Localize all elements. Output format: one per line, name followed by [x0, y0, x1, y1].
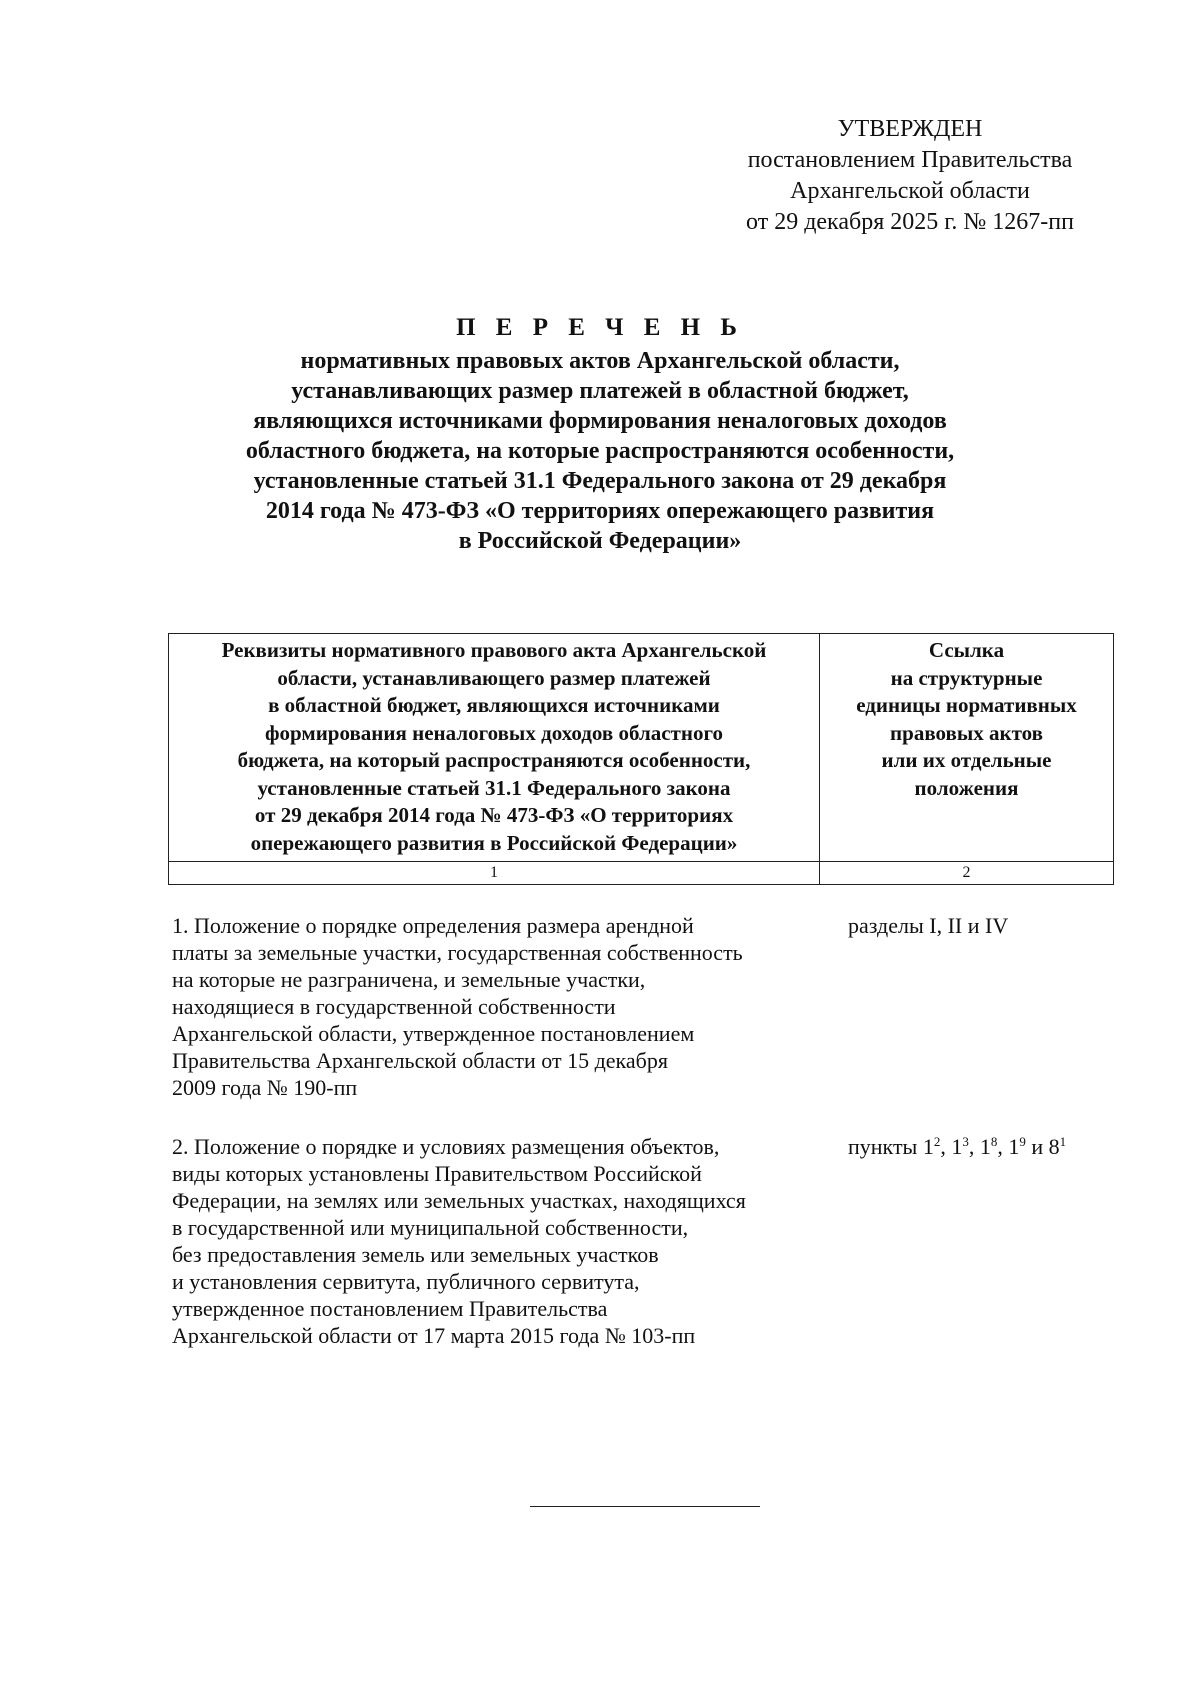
separator: , [940, 1134, 952, 1159]
heading-line: 2014 года № 473-ФЗ «О территориях опережающего развития [265, 498, 935, 524]
header-cell-reference [820, 634, 1114, 862]
separator: , [968, 1134, 980, 1159]
document-text-line: Архангельской области, утвержденное постановлением [172, 1021, 695, 1046]
list-item-2-reference [848, 1133, 1108, 1160]
document-text-line: находящиеся в государственной собственности [172, 994, 616, 1019]
approval-date-number: от 29 декабря 2025 г. № 1267-пп [746, 209, 1074, 235]
point-number: 1 [979, 1134, 991, 1159]
document-text-line: 2009 года № 190-пп [172, 1075, 358, 1100]
table-number-row [169, 862, 1114, 885]
column-number-1: 1 [169, 862, 820, 885]
point-number: 8 [1048, 1134, 1060, 1159]
heading-line: являющихся источниками формирования неналоговых доходов [253, 408, 947, 434]
header-text-line: области, устанавливающего размер платежей [277, 665, 711, 690]
document-text-line: платы за земельные участки, государственная собственность [172, 940, 743, 965]
approval-line: Архангельской области [790, 178, 1030, 204]
table-header-row [169, 634, 1114, 862]
point-superscript: 1 [1059, 1134, 1067, 1149]
header-text-line: положения [914, 775, 1019, 800]
header-text-line: Реквизиты нормативного правового акта Архангельской [221, 638, 767, 662]
document-text-line: без предоставления земель или земельных участков [172, 1242, 659, 1267]
header-text-line: Ссылка [928, 638, 1005, 662]
heading-line: в Российской Федерации» [458, 528, 742, 554]
heading-line: нормативных правовых актов Архангельской области, [300, 348, 900, 374]
document-text-line: Архангельской области от 17 марта 2015 года № 103-пп [172, 1323, 696, 1348]
heading-line: установленные статьей 31.1 Федерального закона от 29 декабря [253, 468, 947, 494]
column-number-2: 2 [820, 862, 1114, 885]
point-number: 1 [951, 1134, 963, 1159]
document-text-line: Федерации, на землях или земельных участках, находящихся [172, 1188, 746, 1213]
header-text-line: от 29 декабря 2014 года № 473-ФЗ «О территориях [254, 803, 734, 827]
point-superscript: 9 [1019, 1134, 1026, 1149]
reference-text: разделы I, II и IV [848, 913, 1009, 938]
approval-line: постановлением Правительства [747, 147, 1073, 173]
document-text-line: 1. Положение о порядке определения размера арендной [172, 913, 694, 938]
approval-status: УТВЕРЖДЕН [837, 116, 983, 142]
document-text-line: и установления сервитута, публичного сервитута, [172, 1269, 640, 1294]
reference-text [848, 1133, 1108, 1160]
header-text-line: опережающего развития в Российской Федерации» [250, 830, 738, 855]
document-title: П Е Р Е Ч Е Н Ь [456, 314, 744, 341]
list-item-1-reference [848, 912, 1108, 939]
document-text-line: на которые не разграничена, и земельные участки, [172, 967, 646, 992]
document-text-line: 2. Положение о порядке и условиях размещения объектов, [172, 1134, 720, 1159]
document-heading [150, 310, 1050, 556]
document-text-line: виды которых установлены Правительством Российской [172, 1161, 702, 1186]
header-cell-act-details [169, 634, 820, 862]
header-text-line: формирования неналоговых доходов областного [265, 720, 723, 745]
point-superscript: 3 [962, 1134, 969, 1149]
document-text-line: утвержденное постановлением Правительства [172, 1296, 608, 1321]
list-item-1-document [172, 912, 812, 1101]
list-item-2-document [172, 1133, 812, 1349]
header-text-line: на структурные [890, 665, 1043, 690]
closing-divider [530, 1506, 760, 1507]
header-text-line: единицы нормативных [856, 693, 1077, 717]
heading-line: устанавливающих размер платежей в областной бюджет, [291, 378, 909, 404]
list-table-header [168, 633, 1114, 885]
approval-stamp [700, 114, 1120, 238]
point-number: 1 [1008, 1134, 1020, 1159]
separator: , [997, 1134, 1009, 1159]
header-text-line: в областной бюджет, являющихся источниками [268, 693, 720, 717]
point-number: 1 [922, 1134, 934, 1159]
point-superscript: 8 [990, 1134, 998, 1149]
header-text-line: правовых актов [890, 720, 1043, 745]
document-text-line: в государственной или муниципальной собственности, [172, 1215, 689, 1240]
point-superscript: 2 [933, 1134, 941, 1149]
heading-line: областного бюджета, на которые распространяются особенности, [245, 438, 955, 464]
header-text-line: бюджета, на который распространяются особенности, [237, 748, 751, 772]
conjunction: и [1025, 1134, 1049, 1159]
reference-prefix: пункты [848, 1134, 923, 1159]
header-text-line: установленные статьей 31.1 Федерального закона [257, 775, 731, 800]
header-text-line: или их отдельные [881, 748, 1052, 772]
document-text-line: Правительства Архангельской области от 15 декабря [172, 1048, 668, 1073]
